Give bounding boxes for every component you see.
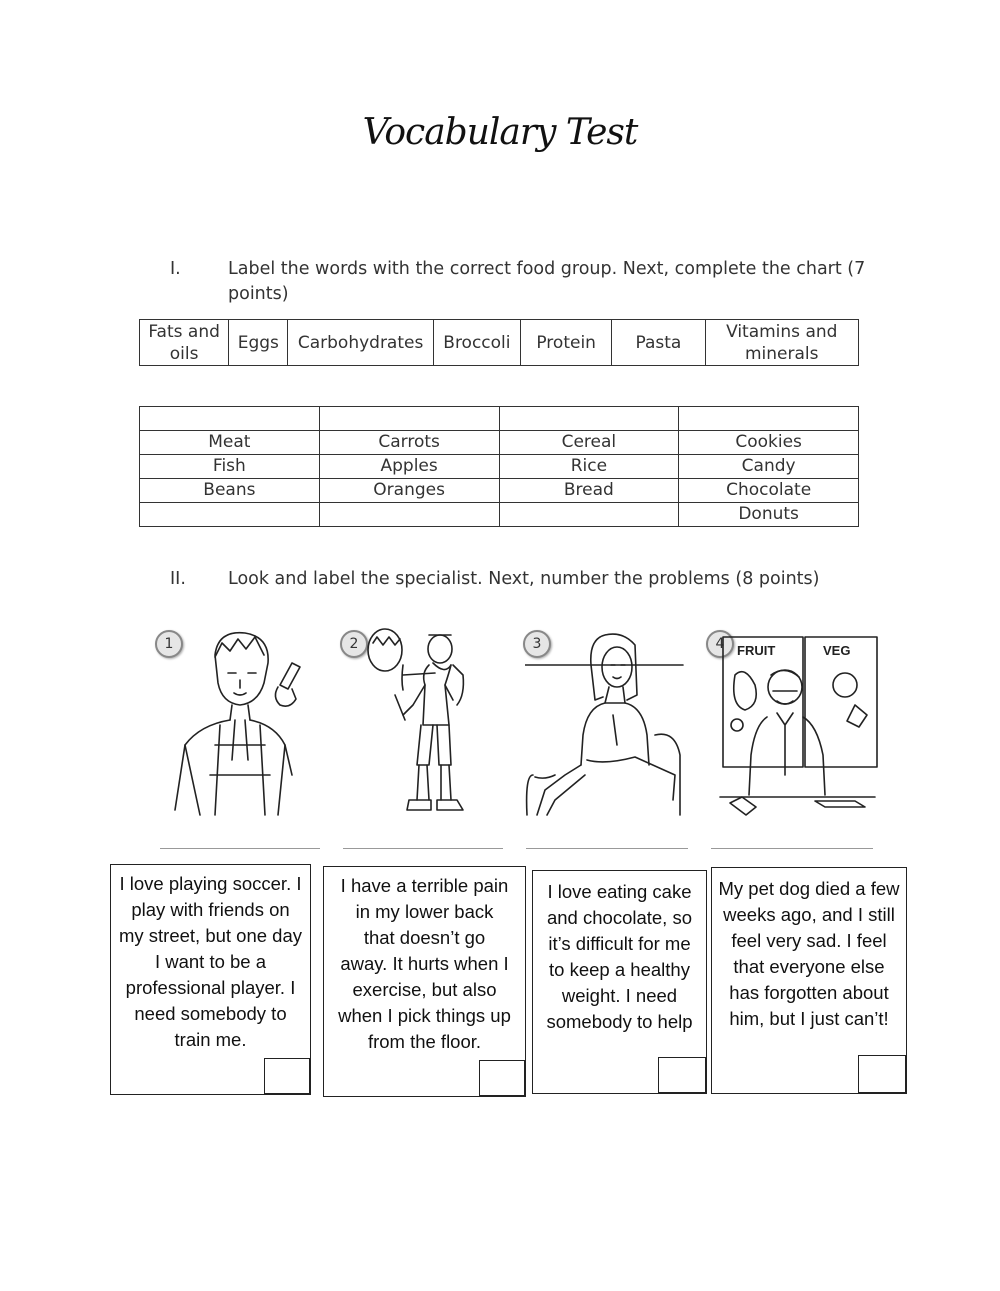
number-answer-box[interactable] bbox=[858, 1055, 906, 1093]
picture-badge-1: 1 bbox=[155, 630, 183, 658]
word-bank bbox=[139, 319, 859, 366]
word-bank-cell: Fats and oils bbox=[140, 320, 229, 366]
problem-box-1 bbox=[110, 864, 311, 1095]
chart-cell: Bread bbox=[499, 479, 679, 503]
answer-line-2[interactable] bbox=[343, 848, 503, 849]
instruction-line-1: Label the words with the correct food group. Next, complete the chart (7 bbox=[228, 259, 866, 279]
problem-box-3 bbox=[532, 870, 707, 1094]
chart-cell: Fish bbox=[140, 455, 320, 479]
tennis-player-illustration bbox=[345, 625, 505, 820]
chart-cell: Donuts bbox=[679, 503, 859, 527]
section-number: II. bbox=[170, 569, 186, 589]
problem-text: I have a terrible pain in my lower back that doesn’t go away. It hurts when I exercise, but also when I pick things up from the floor. bbox=[338, 875, 511, 1052]
chart-cell: Apples bbox=[319, 455, 499, 479]
instruction-line: Look and label the specialist. Next, number the problems (8 points) bbox=[228, 569, 820, 589]
problem-text: I love playing soccer. I play with friends on my street, but one day I want to be a professional player. I need somebody to train me. bbox=[118, 873, 303, 1050]
chart-cell: Carrots bbox=[319, 431, 499, 455]
chart-cell: Rice bbox=[499, 455, 679, 479]
chart-row bbox=[140, 479, 859, 503]
picture-badge-4: 4 bbox=[706, 630, 734, 658]
chart-cell: Beans bbox=[140, 479, 320, 503]
picture-badge-3: 3 bbox=[523, 630, 551, 658]
chart-row bbox=[140, 503, 859, 527]
seated-woman-illustration bbox=[525, 625, 685, 820]
chart-header-row bbox=[140, 407, 859, 431]
word-bank-cell: Eggs bbox=[229, 320, 288, 366]
food-group-chart bbox=[139, 406, 859, 527]
chart-header-input[interactable] bbox=[499, 407, 679, 431]
number-answer-box[interactable] bbox=[264, 1058, 310, 1094]
word-bank-cell: Vitamins and minerals bbox=[705, 320, 858, 366]
chart-cell: Oranges bbox=[319, 479, 499, 503]
chart-cell: Cookies bbox=[679, 431, 859, 455]
word-bank-cell: Protein bbox=[521, 320, 612, 366]
chart-cell: Candy bbox=[679, 455, 859, 479]
problem-text: I love eating cake and chocolate, so it’s difficult for me to keep a healthy weight. I need somebody to help bbox=[546, 881, 693, 1032]
chart-row bbox=[140, 455, 859, 479]
answer-line-3[interactable] bbox=[526, 848, 688, 849]
picture-badge-2: 2 bbox=[340, 630, 368, 658]
chart-cell bbox=[499, 503, 679, 527]
sign-veg: VEG bbox=[823, 643, 851, 658]
word-bank-cell: Pasta bbox=[612, 320, 705, 366]
word-bank-cell: Carbohydrates bbox=[288, 320, 433, 366]
word-bank-cell: Broccoli bbox=[433, 320, 520, 366]
page-title: Vocabulary Test bbox=[362, 112, 638, 153]
chart-cell bbox=[319, 503, 499, 527]
problem-box-2 bbox=[323, 866, 526, 1097]
chart-row bbox=[140, 431, 859, 455]
number-answer-box[interactable] bbox=[658, 1057, 706, 1093]
number-answer-box[interactable] bbox=[479, 1060, 525, 1096]
chart-cell: Meat bbox=[140, 431, 320, 455]
nutritionist-illustration bbox=[715, 625, 880, 820]
chart-cell: Chocolate bbox=[679, 479, 859, 503]
instruction-line-2: points) bbox=[228, 284, 289, 304]
chart-header-input[interactable] bbox=[319, 407, 499, 431]
section-number: I. bbox=[170, 259, 181, 279]
coach-with-whistle-illustration bbox=[160, 625, 320, 820]
chart-header-input[interactable] bbox=[679, 407, 859, 431]
problem-box-4 bbox=[711, 867, 907, 1094]
chart-cell: Cereal bbox=[499, 431, 679, 455]
sign-fruit: FRUIT bbox=[737, 643, 776, 658]
chart-header-input[interactable] bbox=[140, 407, 320, 431]
answer-line-4[interactable] bbox=[711, 848, 873, 849]
answer-line-1[interactable] bbox=[160, 848, 320, 849]
chart-cell bbox=[140, 503, 320, 527]
problem-text: My pet dog died a few weeks ago, and I still feel very sad. I feel that everyone else has forgotten about him, but I just can’t! bbox=[718, 878, 900, 1029]
